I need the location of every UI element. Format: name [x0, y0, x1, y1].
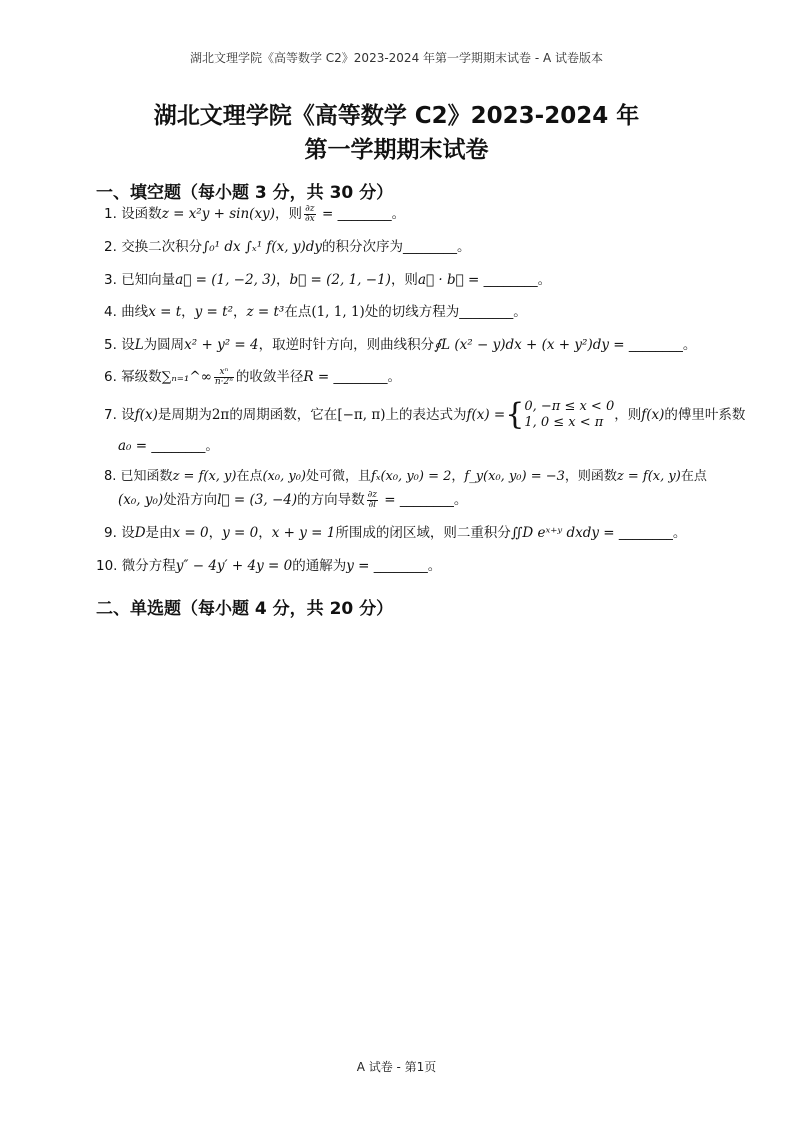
question-1: 1. 设函数z = x²y + sin(xy)，则 $\frac{\partial z}{\partial x}$ = ________。 [104, 203, 406, 224]
question-10: 10. 微分方程y″ − 4y′ + 4y = 0的通解为y = ________。 [96, 558, 442, 574]
answer-blank: ________ [618, 525, 673, 541]
answer-blank: ________ [333, 369, 388, 385]
question-2: 2. 交换二次积分∫₀¹ dx ∫ₓ¹ f(x, y)dy的积分次序为________。 [104, 239, 471, 255]
question-8-line2: (x₀, y₀)处沿方向l⃗ = (3, −4)的方向导数 $\frac{\partial z}{\partial l}$ = ________。 [118, 489, 468, 510]
answer-blank: ________ [403, 239, 458, 255]
directional-derivative-fraction: $\frac{\partial z}{\partial l}$ [367, 489, 378, 510]
piecewise-cases: 0, −π ≤ x < 0 1, 0 ≤ x < π [524, 399, 615, 430]
exam-title-line1: 湖北文理学院《高等数学 C2》2023-2024 年 [153, 103, 640, 129]
answer-blank: ________ [337, 206, 392, 222]
answer-blank: ________ [373, 558, 428, 574]
question-4: 4. 曲线x = t，y = t²，z = t³在点(1, 1, 1)处的切线方程为________。 [104, 304, 527, 320]
answer-blank: ________ [459, 304, 514, 320]
answer-blank: ________ [399, 492, 454, 508]
question-5: 5. 设L为圆周x² + y² = 4，取逆时针方向，则曲线积分∮L (x² − y)dx + (x + y²)dy = ________。 [104, 337, 697, 353]
page-header: 湖北文理学院《高等数学 C2》2023-2024 年第一学期期末试卷 - A 试卷版本 [189, 51, 604, 65]
partial-fraction: $\frac{\partial z}{\partial x}$ [304, 203, 315, 224]
question-3: 3. 已知向量a⃗ = (1, −2, 3)，b⃗ = (2, 1, −1)，则a⃗ · b⃗ = ________。 [104, 272, 552, 288]
question-9: 9. 设D是由x = 0，y = 0，x + y = 1所围成的闭区域，则二重积分∬D eˣ⁺ʸ dxdy = ________。 [104, 525, 687, 541]
page-footer: A 试卷 - 第1页 [356, 1060, 437, 1074]
series-term-fraction: $\frac{\text{xⁿ}}{\text{n·2ⁿ}}$ [214, 366, 233, 387]
question-8: 8. 已知函数z = f(x, y)在点(x₀, y₀)处可微，且fₓ(x₀, y₀) = 2，f_y(x₀, y₀) = −3，则函数z = f(x, y)在点 [104, 469, 707, 484]
answer-blank: ________ [483, 272, 538, 288]
left-brace-icon: { [505, 397, 525, 432]
section-fill-in-blank-heading: 一、填空题（每小题 3 分，共 30 分） [96, 183, 394, 203]
section-single-choice-heading: 二、单选题（每小题 4 分，共 20 分） [96, 599, 394, 619]
answer-blank: ________ [628, 337, 683, 353]
exam-title-line2: 第一学期期末试卷 [304, 137, 489, 163]
question-6: 6. 幂级数∑ₙ₌₁^∞ $\frac{\text{xⁿ}}{\text{n·2ⁿ}}$ 的收敛半径R = ________。 [104, 366, 401, 387]
question-7-line2: a₀ = ________。 [118, 438, 219, 454]
answer-blank: ________ [151, 438, 206, 454]
question-7: 7. 设f(x)是周期为2π的周期函数，它在[−π, π)上的表达式为f(x) ={ 0, −π ≤ x < 0 1, 0 ≤ x < π ，则f(x)的傅里叶系数 [104, 397, 746, 432]
